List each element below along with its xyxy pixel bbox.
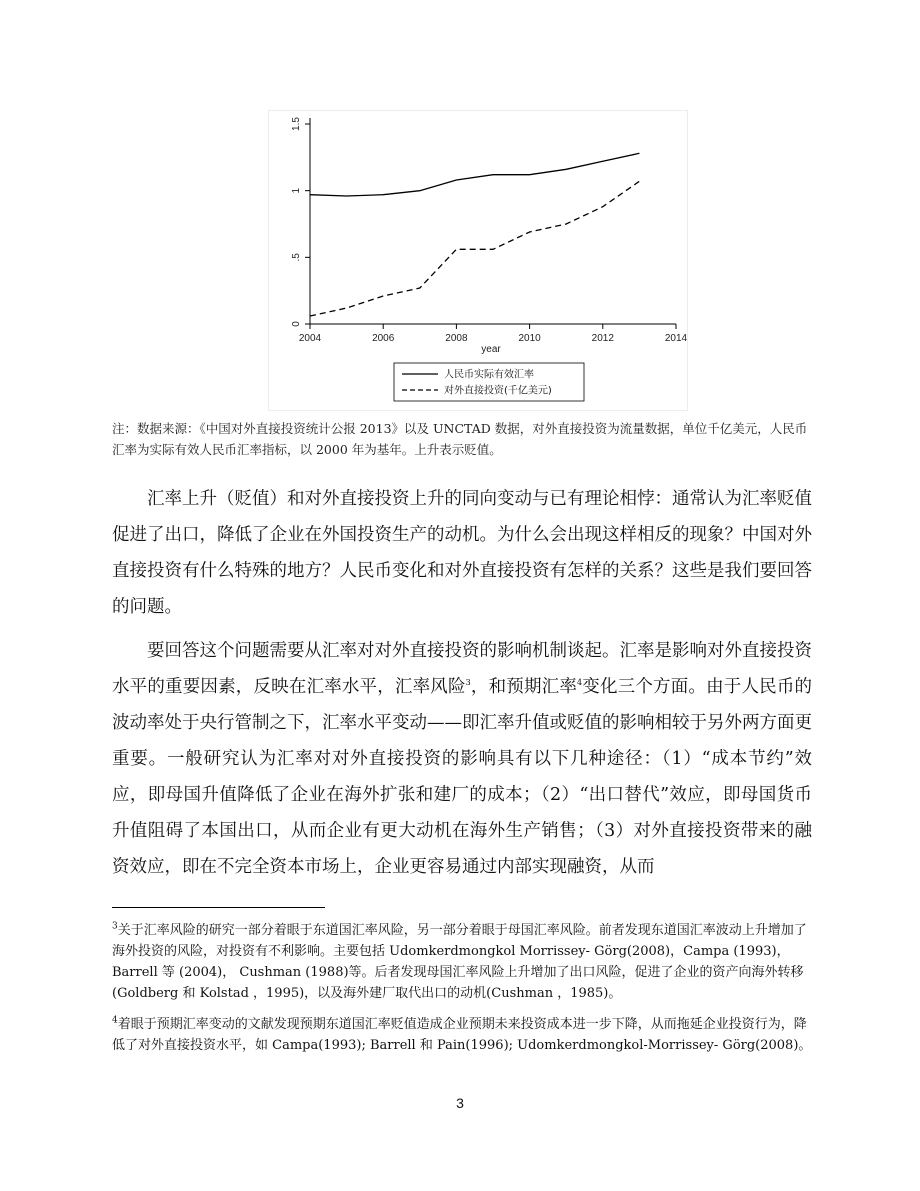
x-tick-label: 2010 <box>518 333 541 344</box>
footnote-ref-3[interactable]: 3 <box>465 678 471 688</box>
footnote-4-text: 着眼于预期汇率变动的文献发现预期东道国汇率贬值造成企业预期未来投资成本进一步下降，从而拖延企业投资行为，降低了对外直接投资水平，如 Campa(1993); Barrell 和 Pain(1996); Udomkerdmongkol-Morrissey- Görg(2008)。 <box>112 1017 812 1053</box>
x-tick-label: 2012 <box>591 333 614 344</box>
figure-note: 注：数据来源：《中国对外直接投资统计公报 2013》以及 UNCTAD 数据，对外直接投资为流量数据，单位千亿美元，人民币汇率为实际有效人民币汇率指标，以 2000 年为基年。上升表示贬值。 <box>112 421 808 457</box>
x-tick-label: 2004 <box>298 333 322 344</box>
footnote-ref-4[interactable]: 4 <box>577 678 583 688</box>
paragraph-2-text-b: ，和预期汇率 <box>470 677 578 697</box>
paragraph-2 <box>112 633 812 885</box>
y-tick-label: 1 <box>291 187 302 194</box>
x-tick-label: 2008 <box>445 333 468 344</box>
y-tick-label: .5 <box>291 253 302 262</box>
chart-legend <box>394 363 584 401</box>
x-tick-label: 2006 <box>372 333 395 344</box>
x-tick-label: 2014 <box>664 333 688 344</box>
x-axis-label: year <box>481 344 501 355</box>
footnote-4-number: 4 <box>112 1015 118 1026</box>
paragraph-2-text-a: 要回答这个问题需要从汇率对对外直接投资的影响机制谈起。汇率是影响对外直接投资水平的重要因素，反映在汇率水平，汇率风险 <box>112 641 812 697</box>
footnote-3-text: 关于汇率风险的研究一部分着眼于东道国汇率风险，另一部分着眼于母国汇率风险。前者发现东道国汇率波动上升增加了海外投资的风险，对投资有不利影响。主要包括 Udomkerdmongkol Morrissey- Görg(2008)，Campa (1993)，Barrell 等 (2004)， Cushman (1988)等。后者发现母国汇率风险上升增加了出口风险，促进了企业的资产向海外转移(Goldberg 和 Kolstad ，1995)，以及海外建厂取代出口的动机(Cushman ，1985)。 <box>112 923 807 1001</box>
page-number: 3 <box>456 1095 464 1111</box>
footnote-3-number: 3 <box>112 921 118 932</box>
paragraph-2-text-c: 变化三个方面。由于人民币的波动率处于央行管制之下，汇率水平变动——即汇率升值或贬值的影响相较于另外两方面更重要。一般研究认为汇率对对外直接投资的影响具有以下几种途径：（1）“成本节约”效应，即母国升值降低了企业在海外扩张和建厂的成本；（2）“出口替代”效应，即母国货币升值阻碍了本国出口，从而企业有更大动机在海外生产销售；（3）对外直接投资带来的融资效应，即在不完全资本市场上，企业更容易通过内部实现融资，从而 <box>112 677 813 877</box>
line-chart <box>268 110 688 412</box>
paragraph-1 <box>112 481 812 625</box>
paragraph-1-text: 汇率上升（贬值）和对外直接投资上升的同向变动与已有理论相悖：通常认为汇率贬值促进了出口，降低了企业在外国投资生产的动机。为什么会出现这样相反的现象？中国对外直接投资有什么特殊的地方？人民币变化和对外直接投资有怎样的关系？这些是我们要回答的问题。 <box>112 489 812 617</box>
y-tick-label: 0 <box>291 321 302 327</box>
footnote-divider <box>112 907 325 908</box>
legend-label-1: 人民币实际有效汇率 <box>444 369 534 381</box>
legend-label-2: 对外直接投资(千亿美元) <box>444 385 552 397</box>
y-tick-label: 1.5 <box>291 117 302 131</box>
footnote-4 <box>112 1014 812 1056</box>
footnote-3 <box>112 920 812 1004</box>
